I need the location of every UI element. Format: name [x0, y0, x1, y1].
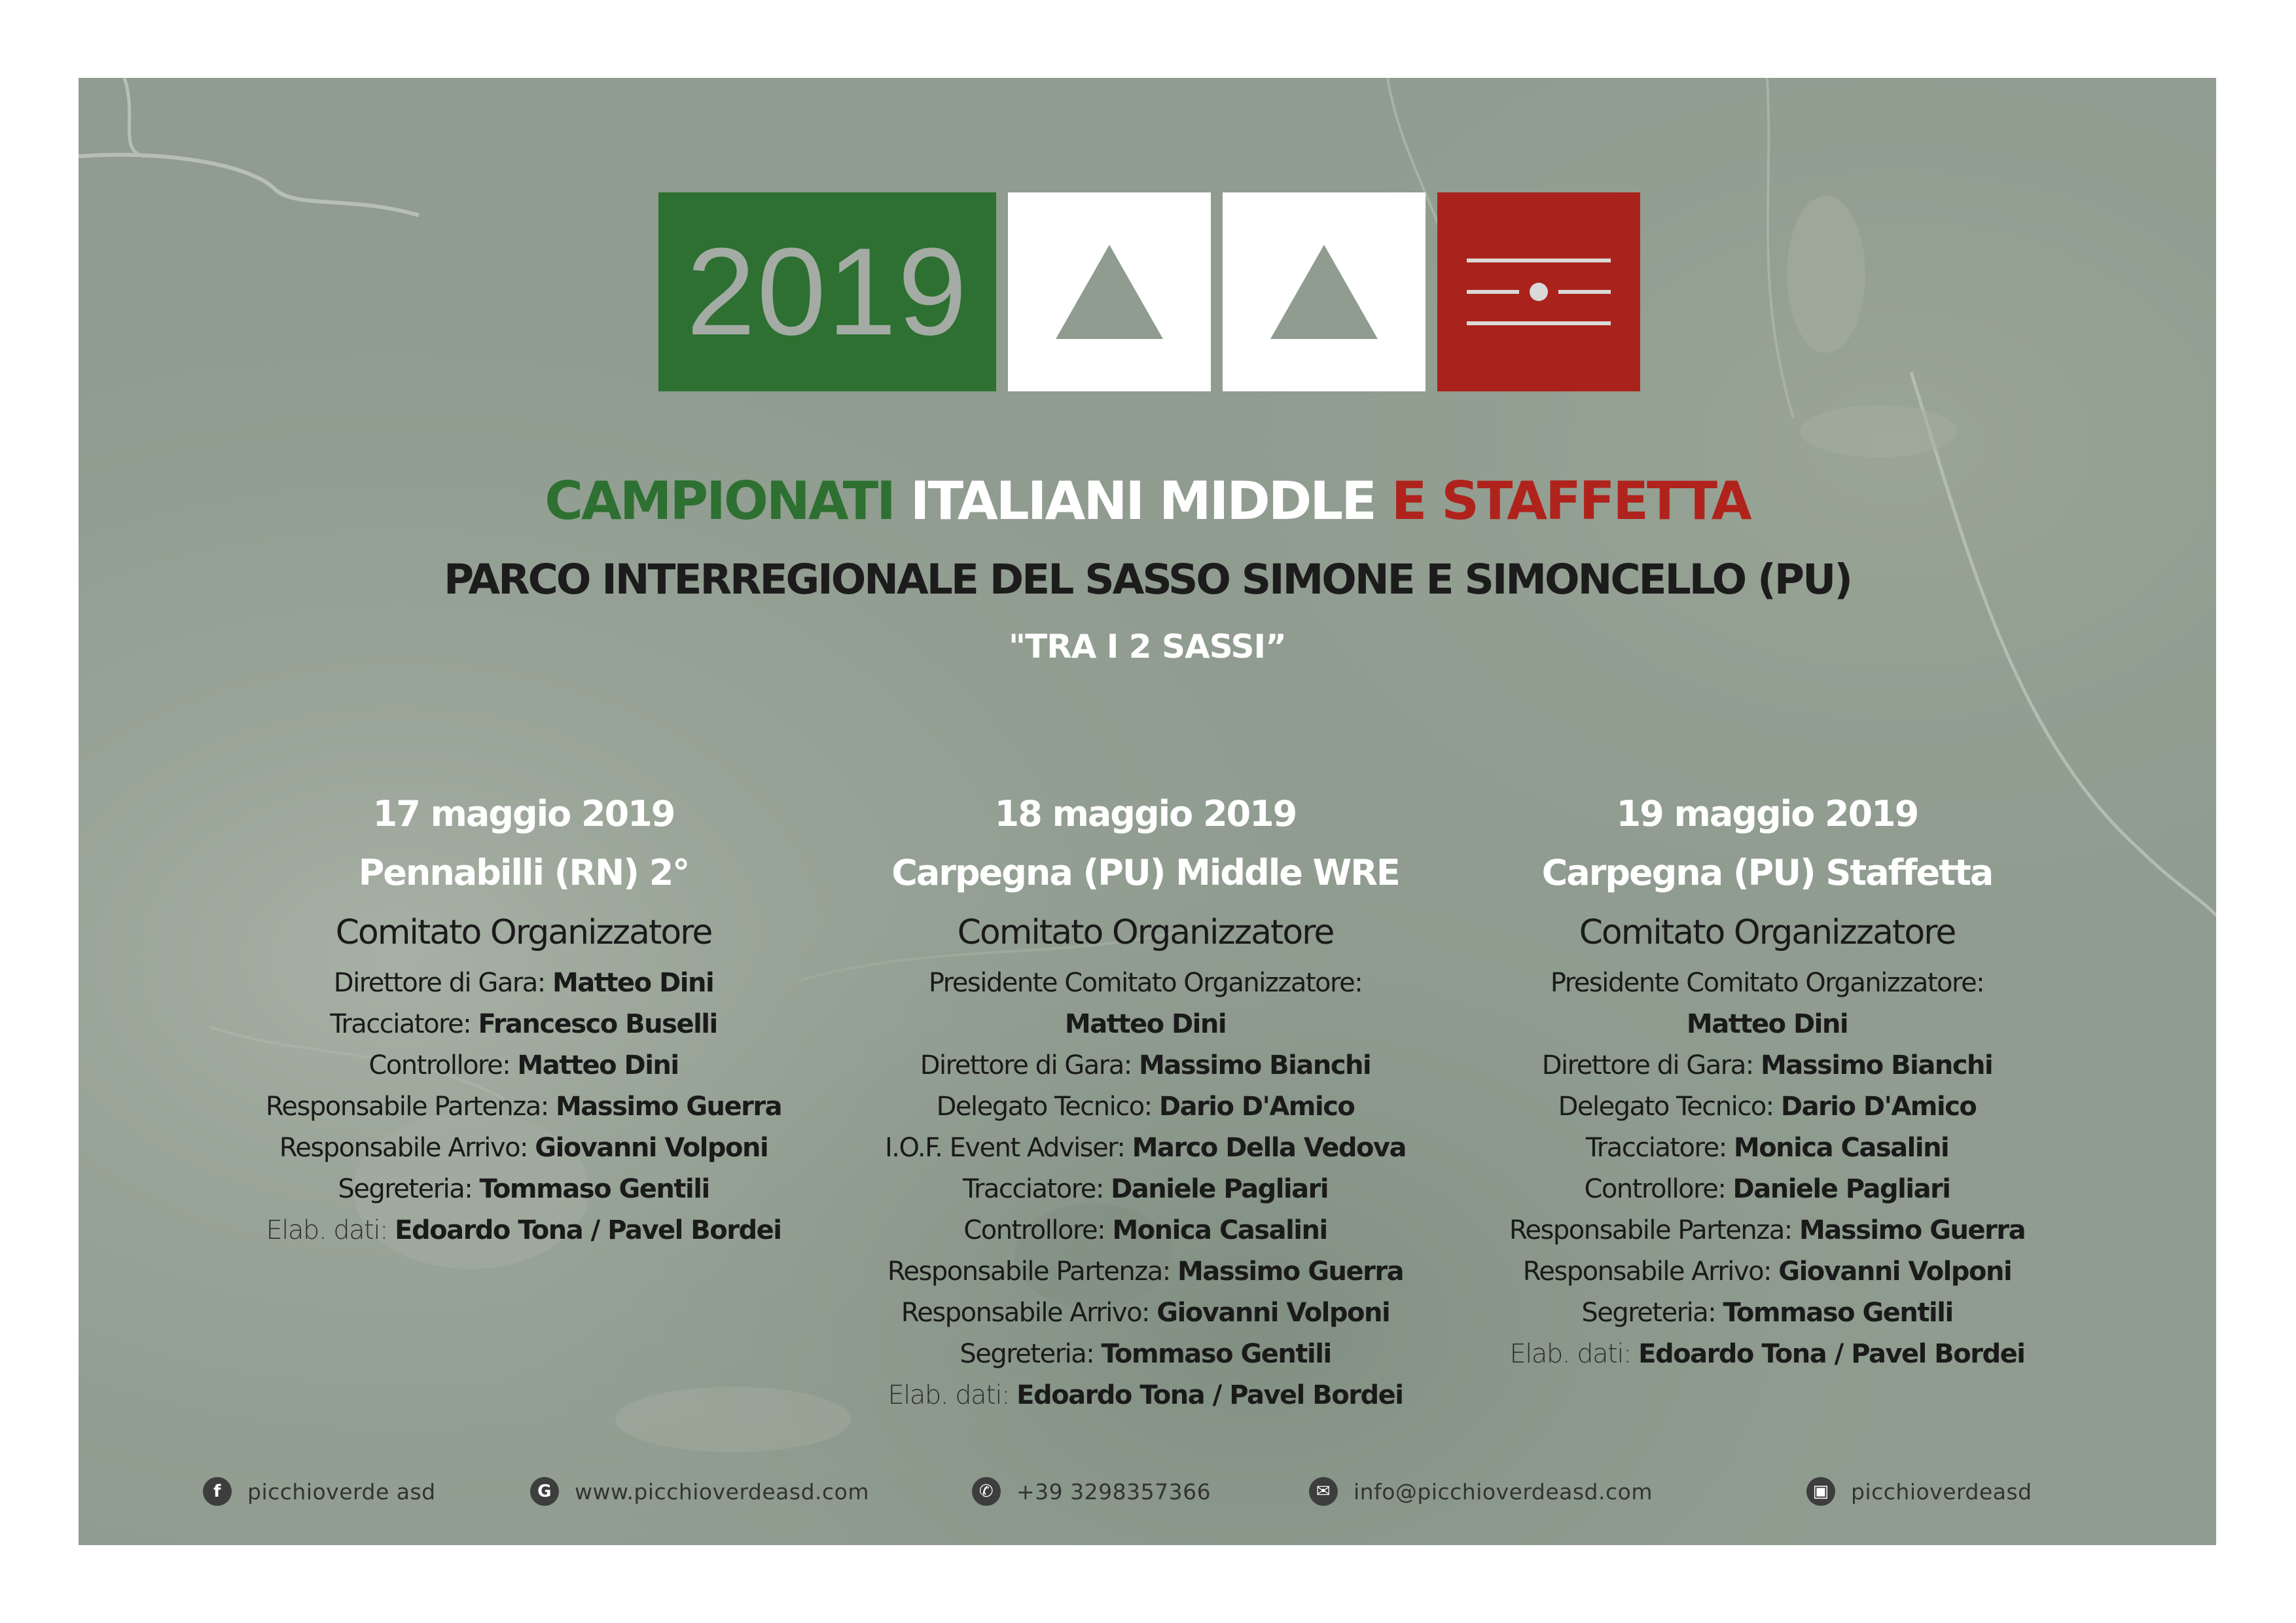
whatsapp-icon: ✆: [972, 1477, 1001, 1506]
staff-line: [1453, 1045, 2081, 1086]
website-contact[interactable]: [530, 1472, 869, 1511]
staff-role: Controllore:: [1584, 1174, 1733, 1204]
email-contact[interactable]: [1309, 1472, 1653, 1511]
title-part-3: E STAFFETTA: [1391, 471, 1750, 531]
staff-person: Edoardo Tona / Pavel Bordei: [395, 1215, 781, 1245]
staff-line: [209, 1169, 838, 1210]
logo-triangle-box: [1223, 192, 1426, 391]
staff-person: Giovanni Volponi: [1157, 1298, 1390, 1328]
staff-role: Elab. dati:: [888, 1380, 1017, 1410]
title-part-1: CAMPIONATI: [545, 471, 894, 531]
staff-role: Tracciatore:: [962, 1174, 1111, 1204]
day-date: 19 maggio 2019: [1616, 793, 1918, 834]
staff-person: Tommaso Gentili: [1723, 1298, 1953, 1328]
logo-year: 2019: [686, 223, 969, 361]
main-title: [79, 471, 2216, 531]
day-date: 17 maggio 2019: [372, 793, 675, 834]
subtitle: PARCO INTERREGIONALE DEL SASSO SIMONE E SIMONCELLO (PU): [443, 556, 1852, 603]
staff-line: [831, 1169, 1460, 1210]
instagram-contact[interactable]: [1806, 1472, 2032, 1511]
staff-line: [1453, 1293, 2081, 1334]
poster: [79, 78, 2216, 1545]
staff-person: Massimo Bianchi: [1138, 1050, 1371, 1080]
staff-role: Controllore:: [963, 1215, 1113, 1245]
staff-line: [831, 1293, 1460, 1334]
staff-line: [209, 1128, 838, 1169]
staff-line: [209, 1004, 838, 1045]
staff-line: [209, 1086, 838, 1128]
triangle-control-icon: [1050, 240, 1168, 344]
staff-line: [209, 1045, 838, 1086]
staff-role: I.O.F. Event Adviser:: [884, 1133, 1132, 1163]
staff-line: [1453, 1128, 2081, 1169]
staff-line: [1453, 1210, 2081, 1251]
staff-person: Tommaso Gentili: [479, 1174, 709, 1204]
instagram-icon: ▣: [1806, 1477, 1835, 1506]
website-url: www.picchioverdeasd.com: [575, 1478, 870, 1505]
finish-flag-icon: [1467, 256, 1611, 328]
staff-list: [1453, 963, 2081, 1375]
staff-line: [831, 963, 1460, 1004]
staff-person: Tommaso Gentili: [1101, 1339, 1331, 1369]
staff-line: [1453, 1086, 2081, 1128]
staff-person: Francesco Buselli: [478, 1009, 717, 1039]
staff-person: Monica Casalini: [1733, 1133, 1949, 1163]
instagram-handle: picchioverdeasd: [1851, 1478, 2032, 1505]
staff-role: Responsabile Partenza:: [1509, 1215, 1799, 1245]
staff-person: Massimo Guerra: [555, 1092, 782, 1122]
staff-list: [209, 963, 838, 1251]
day-date: 18 maggio 2019: [994, 793, 1297, 834]
staff-line: [1453, 1169, 2081, 1210]
staff-role: Responsabile Partenza:: [265, 1092, 556, 1122]
staff-line: [831, 1251, 1460, 1293]
facebook-handle: picchioverde asd: [247, 1478, 436, 1505]
logo-year-box: [658, 192, 996, 391]
staff-person: Dario D'Amico: [1780, 1092, 1977, 1122]
staff-person: Marco Della Vedova: [1132, 1133, 1406, 1163]
day-location: Pennabilli (RN) 2°: [358, 852, 689, 893]
staff-person: Massimo Guerra: [1799, 1215, 2026, 1245]
event-logo: [79, 192, 2216, 391]
day-location: Carpegna (PU) Middle WRE: [891, 852, 1399, 893]
staff-person: Daniele Pagliari: [1732, 1174, 1950, 1204]
staff-line: [1453, 1004, 2081, 1045]
logo-finish-box: [1437, 192, 1640, 391]
staff-role: Presidente Comitato Organizzatore:: [928, 968, 1363, 998]
staff-person: Massimo Guerra: [1177, 1257, 1404, 1287]
staff-role: Presidente Comitato Organizzatore:: [1550, 968, 1984, 998]
facebook-contact[interactable]: [203, 1472, 436, 1511]
staff-line: [831, 1086, 1460, 1128]
phone-number: +39 3298357366: [1016, 1478, 1211, 1505]
staff-line: [831, 1334, 1460, 1375]
staff-line: [831, 1045, 1460, 1086]
day-3-column: [1453, 785, 2081, 1375]
facebook-icon: f: [203, 1477, 232, 1506]
staff-role: Segreteria:: [338, 1174, 480, 1204]
triangle-control-icon: [1265, 240, 1383, 344]
staff-role: Segreteria:: [960, 1339, 1102, 1369]
staff-role: Delegato Tecnico:: [936, 1092, 1159, 1122]
email-address: info@picchioverdeasd.com: [1354, 1478, 1653, 1505]
title-part-2: ITALIANI MIDDLE: [910, 471, 1375, 531]
staff-person: Monica Casalini: [1112, 1215, 1327, 1245]
staff-person: Matteo Dini: [517, 1050, 679, 1080]
committee-heading: Comitato Organizzatore: [1579, 913, 1956, 952]
staff-person: Daniele Pagliari: [1111, 1174, 1329, 1204]
staff-person: Edoardo Tona / Pavel Bordei: [1638, 1339, 2025, 1369]
day-location: Carpegna (PU) Staffetta: [1541, 852, 1993, 893]
staff-person: Massimo Bianchi: [1760, 1050, 1993, 1080]
staff-role: Controllore:: [368, 1050, 518, 1080]
staff-role: Responsabile Arrivo:: [279, 1133, 535, 1163]
contact-footer: [79, 1472, 2216, 1518]
staff-role: Delegato Tecnico:: [1558, 1092, 1781, 1122]
staff-person: Matteo Dini: [552, 968, 714, 998]
staff-role: Responsabile Partenza:: [887, 1257, 1177, 1287]
staff-line: [831, 1375, 1460, 1416]
staff-list: [831, 963, 1460, 1416]
staff-role: Direttore di Gara:: [333, 968, 552, 998]
committee-heading: Comitato Organizzatore: [957, 913, 1334, 952]
globe-icon: G: [530, 1477, 559, 1506]
staff-role: Direttore di Gara:: [1541, 1050, 1761, 1080]
logo-triangle-box: [1008, 192, 1211, 391]
day-2-column: [831, 785, 1460, 1416]
staff-person: Dario D'Amico: [1158, 1092, 1355, 1122]
staff-line: [1453, 1251, 2081, 1293]
event-nickname: "TRA I 2 SASSI”: [1009, 628, 1286, 666]
staff-role: Tracciatore:: [1585, 1133, 1734, 1163]
phone-contact[interactable]: [972, 1472, 1211, 1511]
staff-role: Responsabile Arrivo:: [1522, 1257, 1779, 1287]
staff-person: Matteo Dini: [1064, 1009, 1227, 1039]
staff-role: Direttore di Gara:: [920, 1050, 1139, 1080]
staff-line: [209, 963, 838, 1004]
staff-line: [1453, 963, 2081, 1004]
staff-line: [1453, 1334, 2081, 1375]
staff-person: Giovanni Volponi: [1778, 1257, 2012, 1287]
staff-role: Elab. dati:: [266, 1215, 395, 1245]
staff-role: Segreteria:: [1581, 1298, 1723, 1328]
staff-line: [831, 1210, 1460, 1251]
staff-role: Elab. dati:: [1509, 1339, 1639, 1369]
day-1-column: [209, 785, 838, 1251]
mail-icon: ✉: [1309, 1477, 1338, 1506]
committee-heading: Comitato Organizzatore: [335, 913, 712, 952]
staff-person: Giovanni Volponi: [535, 1133, 768, 1163]
staff-role: Responsabile Arrivo:: [901, 1298, 1157, 1328]
staff-role: Tracciatore:: [330, 1009, 478, 1039]
staff-line: [831, 1004, 1460, 1045]
staff-line: [209, 1210, 838, 1251]
staff-person: Matteo Dini: [1686, 1009, 1848, 1039]
staff-person: Edoardo Tona / Pavel Bordei: [1016, 1380, 1403, 1410]
staff-line: [831, 1128, 1460, 1169]
